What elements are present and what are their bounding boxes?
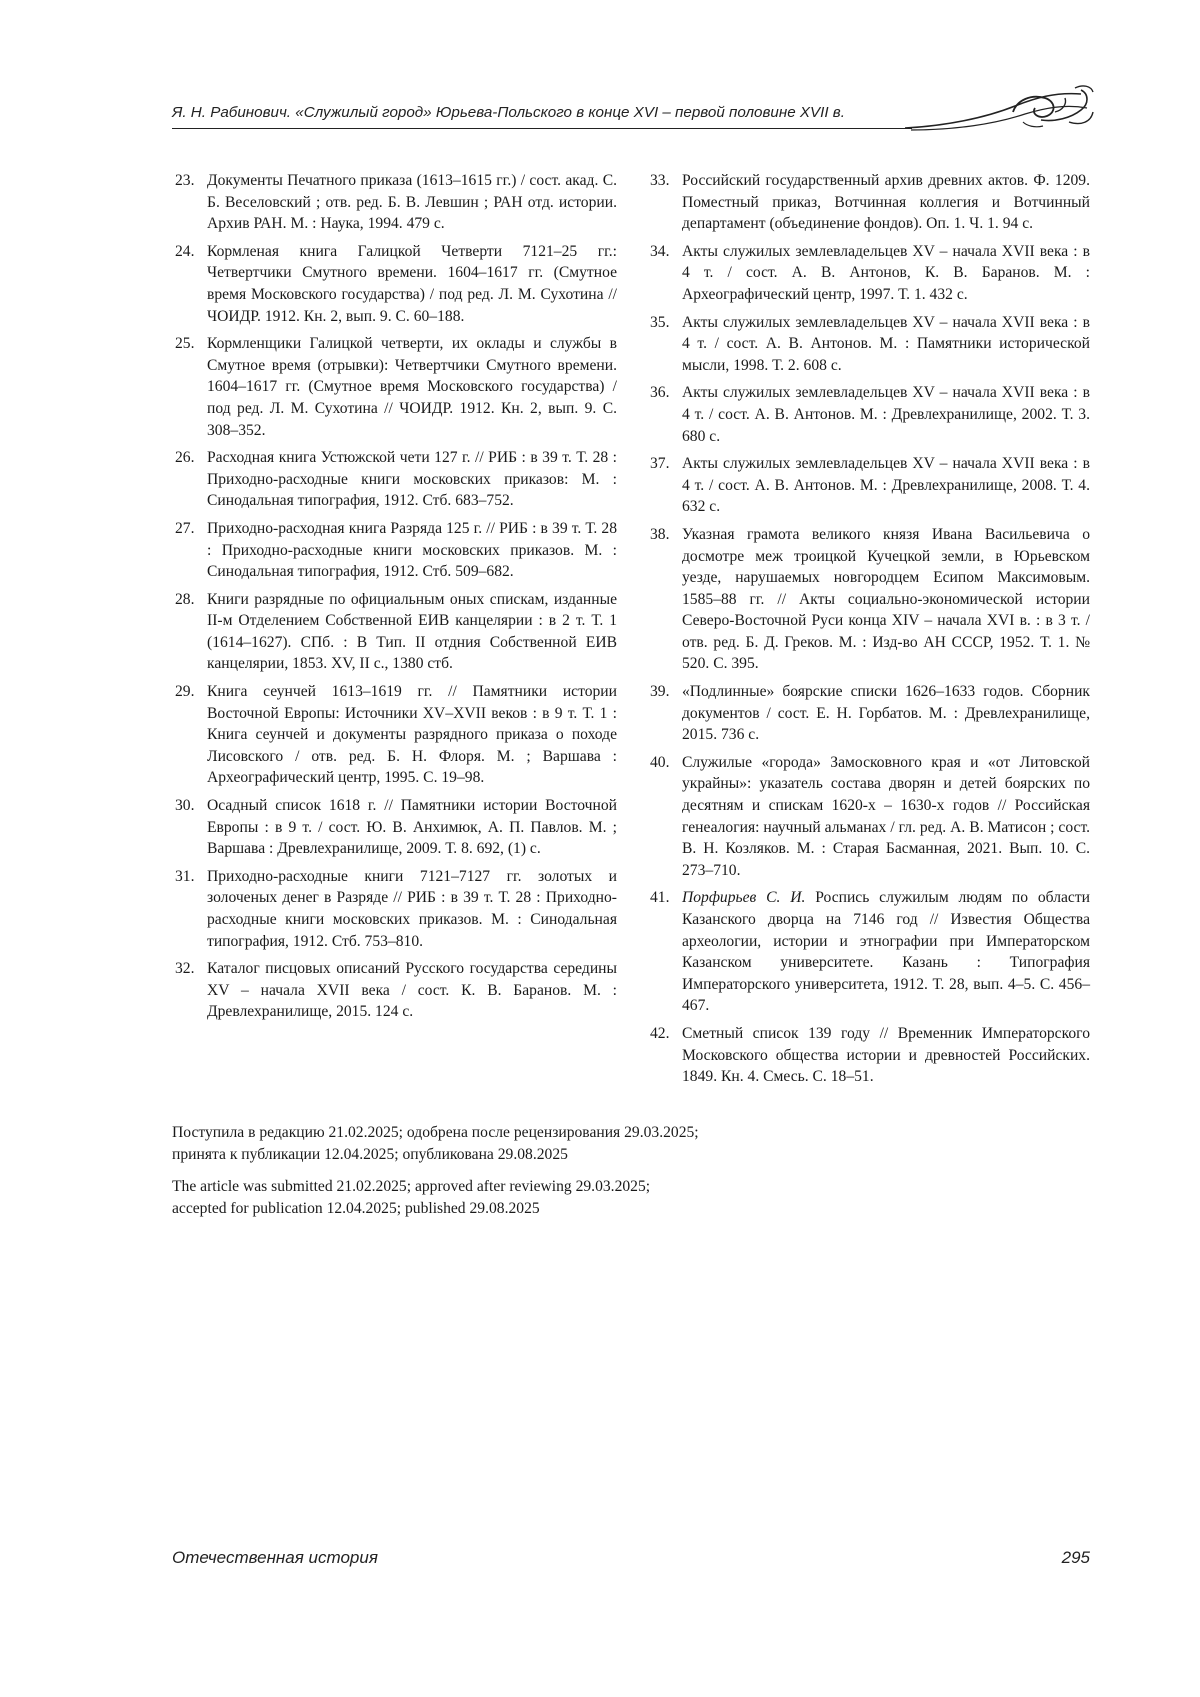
reference-text: Акты служилых землевладельцев XV – начала XVII века : в 4 т. / сост. А. В. Антонов, К. В. Баранов. М. : Археографический центр, 1997. Т. 1. 432 с. <box>682 242 1090 303</box>
reference-number: 23. <box>175 172 195 189</box>
reference-text: «Подлинные» боярские списки 1626–1633 годов. Сборник документов / сост. Е. Н. Горбатов. М. : Древлехранилище, 2015. 736 с. <box>682 683 1090 744</box>
reference-text: Приходно-расходная книга Разряда 125 г. // РИБ : в 39 т. Т. 28 : Приходно-расходные книги московских приказов. М. : Синодальная типография, 1912. Стб. 509–682. <box>207 519 617 581</box>
submission-en-line1: The article was submitted 21.02.2025; approved after reviewing 29.03.2025; <box>172 1178 651 1195</box>
submission-en-line2: accepted for publication 12.04.2025; published 29.08.2025 <box>172 1199 540 1217</box>
reference-item <box>647 382 1090 447</box>
page-number: 295 <box>1061 1548 1090 1567</box>
header-ornament-icon <box>905 82 1095 142</box>
reference-item <box>172 866 617 952</box>
submission-info-ru <box>172 1122 932 1165</box>
reference-item <box>647 887 1090 1017</box>
reference-number: 32. <box>175 960 195 978</box>
reference-item <box>172 170 617 235</box>
reference-text: Кормленщики Галицкой четверти, их оклады и службы в Смутное время (отрывки): Четвертчики Смутного времени. 1604–1617 гг. (Смутное время Московского государства) / под ред. Л. М. Сухотина // ЧОИДР. 1912. Кн. 2, вып. 9. С. 308–352. <box>207 335 617 439</box>
reference-text: Кормленая книга Галицкой Четверти 7121–25 гг.: Четвертчики Смутного времени. 1604–1617 гг. (Смутное время Московского государства) / под ред. Л. М. Сухотина // ЧОИДР. 1912. Кн. 2, вып. 9. С. 60–188. <box>207 242 617 325</box>
reference-number: 37. <box>650 455 670 473</box>
reference-number: 36. <box>650 384 670 402</box>
reference-item <box>172 958 617 1023</box>
reference-item <box>172 333 617 441</box>
reference-item <box>647 170 1090 235</box>
reference-number: 28. <box>175 590 195 608</box>
reference-author: Порфирьев С. И. <box>682 889 806 907</box>
reference-number: 40. <box>650 753 670 771</box>
reference-number: 30. <box>175 797 195 815</box>
reference-text: Осадный список 1618 г. // Памятники истории Восточной Европы : в 9 т. / сост. Ю. В. Анхимюк, А. П. Павлов. М. ; Варшава : Древлехранилище, 2009. Т. 8. 692, (1) с. <box>207 797 617 858</box>
reference-text: Книга сеунчей 1613–1619 гг. // Памятники истории Восточной Европы: Источники XV–XVII веков : в 9 т. Т. 1 : Книга сеунчей и документы разрядного приказа о походе Лисовского / отв. ред. Б. Н. Флоря. М. ; Варшава : Археографический центр, 1995. С. 19–98. <box>207 683 617 787</box>
reference-list-left <box>172 170 617 1023</box>
reference-number: 38. <box>650 525 670 543</box>
reference-item <box>172 518 617 583</box>
reference-item <box>647 453 1090 518</box>
reference-number: 26. <box>175 449 195 467</box>
reference-text: Приходно-расходные книги 7121–7127 гг. золотых и золоченых денег в Разряде // РИБ : в 39 т. Т. 28 : Приходно-расходные книги московских приказов. М. : Синодальная типография, 1912. Стб. 753–810. <box>207 867 617 950</box>
running-head: Я. Н. Рабинович. «Служилый город» Юрьева-Польского в конце XVI – первой половине XVII в. <box>172 104 845 121</box>
reference-text: Указная грамота великого князя Ивана Васильевича о досмотре меж троицкой Кучецкой земли, в Юрьевском уезде, нарушаемых новгородцем Есипом Максимовым. 1585–88 гг. // Акты социально-экономической истории Северо-Восточной Руси конца XIV – начала XVI в. : в 3 т. / отв. ред. Б. Д. Греков. М. : Изд-во АН СССР, 1952. Т. 1. № 520. С. 395. <box>682 525 1090 673</box>
reference-text: Акты служилых землевладельцев XV – начала XVII века : в 4 т. / сост. А. В. Антонов. М. : Памятники исторической мысли, 1998. Т. 2. 608 с. <box>682 313 1090 374</box>
reference-item <box>172 795 617 860</box>
reference-number: 25. <box>175 335 195 353</box>
reference-text: Расходная книга Устюжской чети 127 г. // РИБ : в 39 т. Т. 28 : Приходно-расходные книги московских приказов: М. : Синодальная типография, 1912. Стб. 683–752. <box>207 449 617 510</box>
reference-number: 29. <box>175 683 195 701</box>
reference-number: 24. <box>175 242 195 260</box>
reference-text: Акты служилых землевладельцев XV – начала XVII века : в 4 т. / сост. А. В. Антонов. М. : Древлехранилище, 2008. Т. 4. 632 с. <box>682 455 1090 516</box>
reference-text: Служилые «города» Замосковного края и «от Литовской украйны»: указатель состава дворян и детей боярских по десятням и спискам 1620-х – 1630-х годов // Российская генеалогия: научный альманах / гл. ред. А. В. Матисон ; сост. В. Н. Козляков. М. : Старая Басманная, 2021. Вып. 10. С. 273–710. <box>682 753 1090 879</box>
reference-text: Роспись служилым людям по области Казанского дворца на 7146 год // Известия Общества археологии, истории и этнографии при Императорском Казанском университете. Казань : Типография Императорского университета, 1912. Т. 28, вып. 4–5. С. 456–467. <box>682 889 1091 1015</box>
reference-item <box>647 524 1090 675</box>
reference-number: 34. <box>650 242 670 260</box>
submission-ru-line1: Поступила в редакцию 21.02.2025; одобрена после рецензирования 29.03.2025; <box>172 1124 699 1141</box>
reference-item <box>647 241 1090 306</box>
reference-number: 42. <box>650 1024 670 1042</box>
reference-item <box>647 681 1090 746</box>
reference-text: Каталог писцовых описаний Русского государства середины XV – начала XVII века / сост. К. В. Баранов. М. : Древлехранилище, 2015. 124 с. <box>207 960 617 1021</box>
reference-item <box>172 589 617 675</box>
reference-item <box>647 312 1090 377</box>
reference-number: 39. <box>650 683 670 701</box>
reference-number: 33. <box>650 172 670 189</box>
reference-list-right <box>647 170 1090 1088</box>
references-column-left <box>172 170 617 1029</box>
reference-text: Сметный список 139 году // Временник Императорского Московского общества истории и древностей Российских. 1849. Кн. 4. Смесь. С. 18–51. <box>682 1024 1090 1086</box>
reference-number: 31. <box>175 867 195 885</box>
reference-item <box>172 681 617 789</box>
reference-item <box>172 447 617 512</box>
references-column-right <box>647 170 1090 1094</box>
reference-text: Документы Печатного приказа (1613–1615 гг.) / сост. акад. С. Б. Веселовский ; отв. ред. Б. В. Левшин ; РАН отд. истории. Архив РАН. М. : Наука, 1994. 479 с. <box>207 172 617 233</box>
journal-title: Отечественная история <box>172 1548 378 1567</box>
submission-ru-line2: принята к публикации 12.04.2025; опубликована 29.08.2025 <box>172 1145 568 1163</box>
reference-number: 41. <box>650 889 670 907</box>
reference-text: Книги разрядные по официальным оных спискам, изданные II-м Отделением Собственной ЕИВ канцелярии : в 2 т. Т. 1 (1614–1627). СПб. : В Тип. II отдния Собственной ЕИВ канцелярии, 1853. XV, II с., 1380 стб. <box>207 590 617 673</box>
reference-item <box>172 241 617 327</box>
reference-item <box>647 1023 1090 1088</box>
reference-number: 27. <box>175 519 195 537</box>
header-rule <box>172 128 912 129</box>
reference-text: Российский государственный архив древних актов. Ф. 1209. Поместный приказ, Вотчинная коллегия и Вотчинный департамент (объединение фондов). Оп. 1. Ч. 1. 94 с. <box>682 172 1090 233</box>
submission-info-en <box>172 1176 932 1219</box>
reference-text: Акты служилых землевладельцев XV – начала XVII века : в 4 т. / сост. А. В. Антонов. М. : Древлехранилище, 2002. Т. 3. 680 с. <box>682 384 1090 445</box>
reference-number: 35. <box>650 313 670 331</box>
reference-item <box>647 752 1090 882</box>
